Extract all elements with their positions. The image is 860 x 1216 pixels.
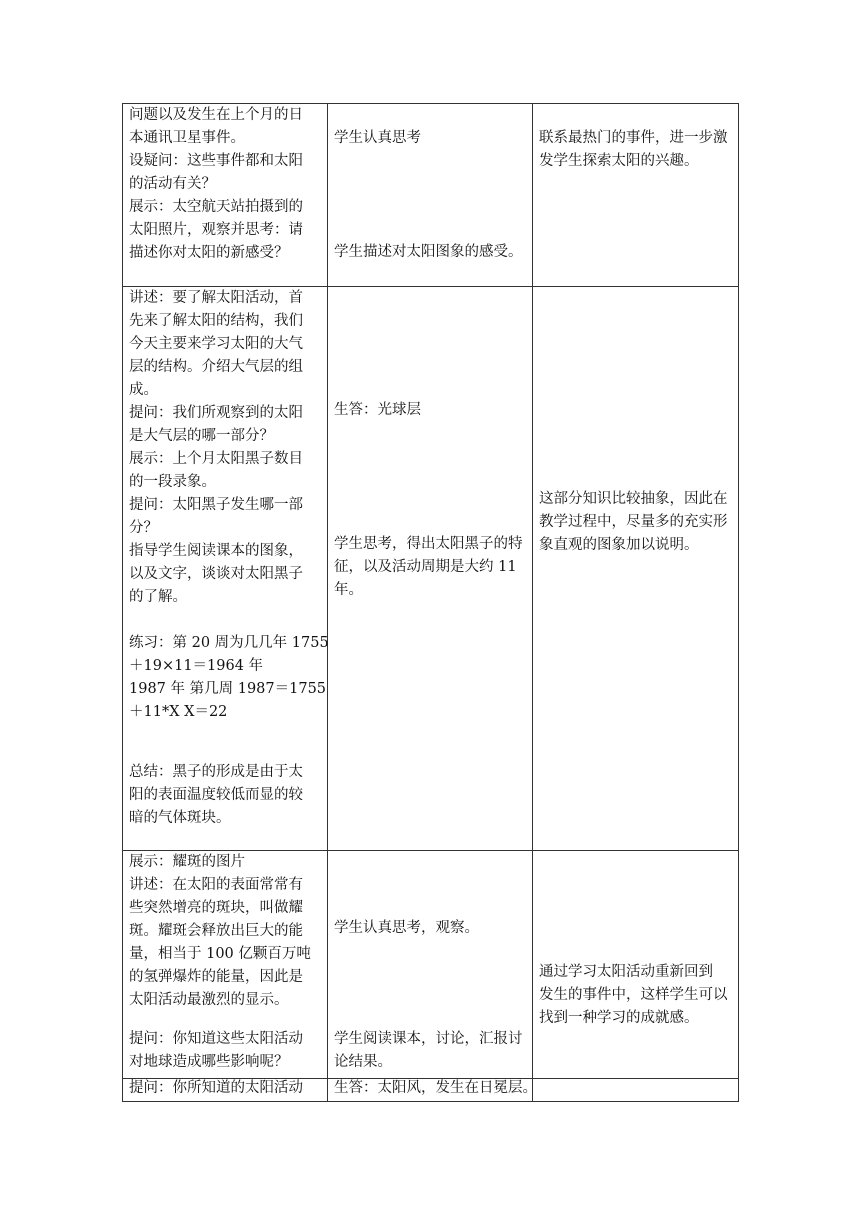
text-line: 的了解。 — [129, 589, 187, 605]
cell-text-block — [334, 241, 528, 264]
text-line: 展示：上个月太阳黑子数目 — [129, 451, 303, 467]
text-line: 教学过程中，尽量多的充实形 — [539, 514, 728, 530]
cell-text-block — [539, 127, 734, 173]
design-intent-cell — [533, 851, 739, 1079]
text-line: 找到一种学习的成就感。 — [539, 1010, 699, 1026]
text-line: 描述你对太阳的新感受？ — [129, 245, 289, 261]
text-line: 发学生探索太阳的兴趣。 — [539, 153, 699, 169]
text-line: 阳的表面温度较低而显的较 — [129, 787, 303, 803]
text-line: 总结：黑子的形成是由于太 — [129, 764, 303, 780]
text-line: ＋11*X X＝22 — [129, 704, 228, 720]
text-line: 这部分知识比较抽象，因此在 — [539, 491, 728, 507]
teacher-activity-cell — [123, 851, 328, 1079]
cell-text-block — [129, 1077, 323, 1100]
cell-text-block — [539, 961, 734, 1030]
text-line: 展示：太空航天站拍摄到的 — [129, 199, 303, 215]
text-line: 本通讯卫星事件。 — [129, 130, 245, 146]
text-line: 学生认真思考，观察。 — [334, 920, 479, 936]
cell-text-block — [129, 761, 323, 830]
text-line: 学生思考，得出太阳黑子的特 — [334, 536, 523, 552]
text-line: 是大气层的哪一部分？ — [129, 428, 274, 444]
text-line: 征，以及活动周期是大约 11 — [334, 559, 517, 575]
text-line: 先来了解太阳的结构，我们 — [129, 313, 303, 329]
cell-text-block — [334, 917, 528, 940]
text-line: 对地球造成哪些影响呢？ — [129, 1054, 289, 1070]
text-line: 提问：我们所观察到的太阳 — [129, 405, 303, 421]
cell-text-block — [539, 488, 734, 557]
text-line: 提问：你知道这些太阳活动 — [129, 1031, 303, 1047]
design-intent-cell — [533, 287, 739, 851]
student-activity-cell — [328, 104, 533, 287]
text-line: 成。 — [129, 382, 158, 398]
text-line: 联系最热门的事件，进一步激 — [539, 130, 728, 146]
cell-text-block — [334, 1028, 528, 1074]
design-intent-cell — [533, 1079, 739, 1102]
text-line: ＋19×11＝1964 年 — [129, 658, 264, 674]
text-line — [129, 609, 323, 632]
text-line: 生答：太阳风，发生在日冕层。 — [334, 1080, 537, 1096]
student-activity-cell — [328, 851, 533, 1079]
student-activity-cell — [328, 287, 533, 851]
text-line: 提问：你所知道的太阳活动 — [129, 1080, 303, 1096]
student-activity-cell — [328, 1079, 537, 1102]
table-row — [123, 287, 739, 851]
text-line: 讲述：在太阳的表面常常有 — [129, 877, 303, 893]
cell-text-block — [129, 851, 323, 1012]
text-line: 生答：光球层 — [334, 402, 421, 418]
text-line: 问题以及发生在上个月的日 — [129, 107, 303, 123]
teacher-activity-cell — [123, 1079, 328, 1102]
text-line: 的活动有关？ — [129, 176, 216, 192]
table-row — [123, 1079, 739, 1102]
table-row — [123, 851, 739, 1079]
cell-text-block — [334, 399, 528, 422]
text-line: 指导学生阅读课本的图象， — [129, 543, 303, 559]
cell-text-block — [129, 1028, 323, 1074]
cell-text-block — [334, 1077, 537, 1100]
text-line: 的一段录象。 — [129, 474, 216, 490]
lesson-plan-table — [122, 103, 739, 1102]
text-line: 层的结构。介绍大气层的组 — [129, 359, 303, 375]
text-line: 学生描述对太阳图象的感受。 — [334, 244, 523, 260]
text-line: 的氢弹爆炸的能量，因此是 — [129, 969, 303, 985]
text-line: 斑。耀斑会释放出巨大的能 — [129, 923, 303, 939]
teacher-activity-cell — [123, 104, 328, 287]
cell-text-block — [334, 533, 528, 602]
text-line: 论结果。 — [334, 1054, 392, 1070]
text-line: 太阳照片，观察并思考：请 — [129, 222, 303, 238]
text-line: 展示：耀斑的图片 — [129, 854, 245, 870]
design-intent-cell — [533, 104, 739, 287]
text-line: 象直观的图象加以说明。 — [539, 537, 699, 553]
text-line: 1987 年 第几周 1987＝1755 — [129, 681, 327, 697]
text-line: 分？ — [129, 520, 158, 536]
text-line: 年。 — [334, 582, 363, 598]
text-line: 学生认真思考 — [334, 130, 421, 146]
text-line: 提问：太阳黑子发生哪一部 — [129, 497, 303, 513]
teacher-activity-cell — [123, 287, 328, 851]
text-line: 量，相当于 100 亿颗百万吨 — [129, 946, 311, 962]
text-line: 太阳活动最激烈的显示。 — [129, 992, 289, 1008]
cell-text-block — [129, 104, 323, 265]
text-line: 今天主要来学习太阳的大气 — [129, 336, 303, 352]
table-row — [123, 104, 739, 287]
text-line: 些突然增亮的斑块，叫做耀 — [129, 900, 303, 916]
cell-text-block — [129, 287, 329, 724]
text-line: 以及文字，谈谈对太阳黑子 — [129, 566, 303, 582]
cell-text-block — [334, 127, 528, 150]
text-line: 通过学习太阳活动重新回到 — [539, 964, 713, 980]
text-line: 发生的事件中，这样学生可以 — [539, 987, 728, 1003]
text-line: 讲述：要了解太阳活动，首 — [129, 290, 303, 306]
text-line: 学生阅读课本，讨论，汇报讨 — [334, 1031, 523, 1047]
text-line: 设疑问：这些事件都和太阳 — [129, 153, 303, 169]
text-line: 练习：第 20 周为几几年 1755 — [129, 635, 329, 651]
text-line: 暗的气体斑块。 — [129, 810, 231, 826]
